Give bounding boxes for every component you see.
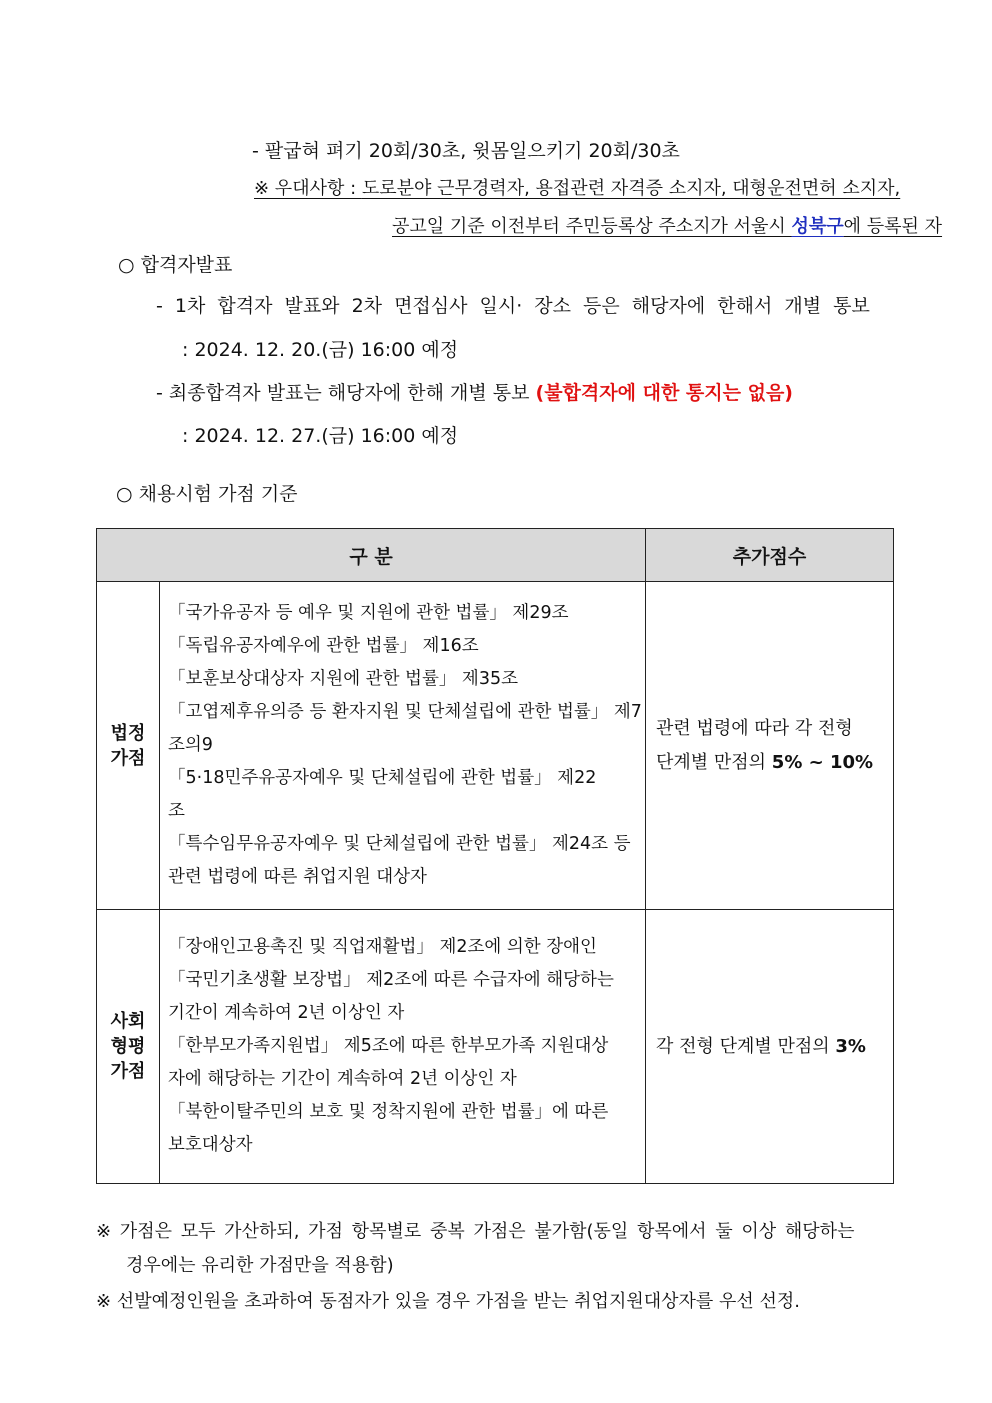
desc-line: 「5·18민주유공자예우 및 단체설립에 관한 법률」 제22 [168,768,597,788]
category-label: 가점 [110,747,146,769]
points-cell [646,582,894,910]
points-cell [646,910,894,1184]
note-1-line-2: 경우에는 유리한 가점만을 적용함) [126,1255,394,1276]
desc-line: 「독립유공자예우에 관한 법률」 제16조 [168,636,479,656]
district-name: 성북구 [791,216,844,237]
final-announcement [156,380,793,406]
points-text [656,1030,892,1064]
desc-line: 「장애인고용촉진 및 직업재활법」 제2조에 의한 장애인 [168,937,597,957]
desc-line: 기간이 계속하여 2년 이상인 자 [168,1003,405,1023]
header-points: 추가점수 [646,529,894,582]
no-notice-warning: (불합격자에 대한 통지는 없음) [535,382,793,404]
category-label: 형평 [110,1036,146,1057]
exercise-requirement: - 팔굽혀 펴기 20회/30초, 윗몸일으키기 20회/30초 [252,140,680,162]
preference-text-2b: 에 등록된 자 [843,216,943,237]
announcement-heading: ○ 합격자발표 [118,254,233,276]
points-value: 3% [835,1035,866,1057]
note-1-line-1: ※ 가점은 모두 가산하되, 가점 항목별로 중복 가점은 불가함(동일 항목에서 둘 이상 해당하는 [96,1221,855,1242]
desc-line: 「특수임무유공자예우 및 단체설립에 관한 법률」 제24조 등 [168,834,631,854]
preference-line-2 [392,214,942,240]
preference-text-2a: 공고일 기준 이전부터 주민등록상 주소지가 서울시 [392,216,792,237]
category-cell [97,582,160,910]
note-2: ※ 선발예정인원을 초과하여 동점자가 있을 경우 가점을 받는 취업지원대상자를 우선 선정. [96,1291,800,1312]
desc-line: 「국민기초생활 보장법」 제2조에 따른 수급자에 해당하는 [168,970,614,990]
table-row [97,582,894,910]
preference-text-1: 도로분야 근무경력자, 용접관련 자격증 소지자, 대형운전면허 소지자, [361,178,901,199]
category-label: 법정 [110,722,146,744]
table-header-row [97,529,894,582]
desc-line: 관련 법령에 따른 취업지원 대상자 [168,867,427,887]
desc-line: 「북한이탈주민의 보호 및 정착지원에 관한 법률」에 따른 [168,1102,609,1122]
category-label: 사회 [110,1011,146,1032]
category-label: 가점 [110,1061,146,1082]
table-row [97,910,894,1184]
desc-line: 「한부모가족지원법」 제5조에 따른 한부모가족 지원대상 [168,1036,609,1056]
bonus-heading: ○ 채용시험 가점 기준 [116,483,298,505]
desc-line: 자에 해당하는 기간이 계속하여 2년 이상인 자 [168,1069,517,1089]
preference-line-1 [254,176,900,202]
description-cell [160,910,646,1184]
preference-prefix: ※ 우대사항 : [254,178,362,199]
points-value: 5% ~ 10% [771,751,874,773]
desc-line: 「고엽제후유의증 등 환자지원 및 단체설립에 관한 법률」 제7 [168,702,642,722]
final-announcement-text: - 최종합격자 발표는 해당자에 한해 개별 통보 [156,382,536,404]
final-announcement-date: : 2024. 12. 27.(금) 16:00 예정 [182,425,459,447]
desc-line: 「보훈보상대상자 지원에 관한 법률」 제35조 [168,669,518,689]
desc-line: 보호대상자 [168,1135,253,1155]
desc-line: 「국가유공자 등 예우 및 지원에 관한 법률」 제29조 [168,603,569,623]
points-prefix: 각 전형 단계별 만점의 [656,1035,836,1057]
first-announcement: - 1차 합격자 발표와 2차 면접심사 일시· 장소 등은 해당자에 한해서 개별 통보 [156,295,870,317]
description-cell [160,582,646,910]
points-text [656,746,892,780]
desc-line: 조의9 [168,735,213,755]
desc-line: 조 [168,801,185,821]
header-category: 구 분 [97,529,646,582]
points-text: 관련 법령에 따라 각 전형 [656,717,853,739]
category-cell [97,910,160,1184]
bonus-table [96,528,894,1184]
points-prefix: 단계별 만점의 [656,751,772,773]
first-announcement-date: : 2024. 12. 20.(금) 16:00 예정 [182,339,459,361]
